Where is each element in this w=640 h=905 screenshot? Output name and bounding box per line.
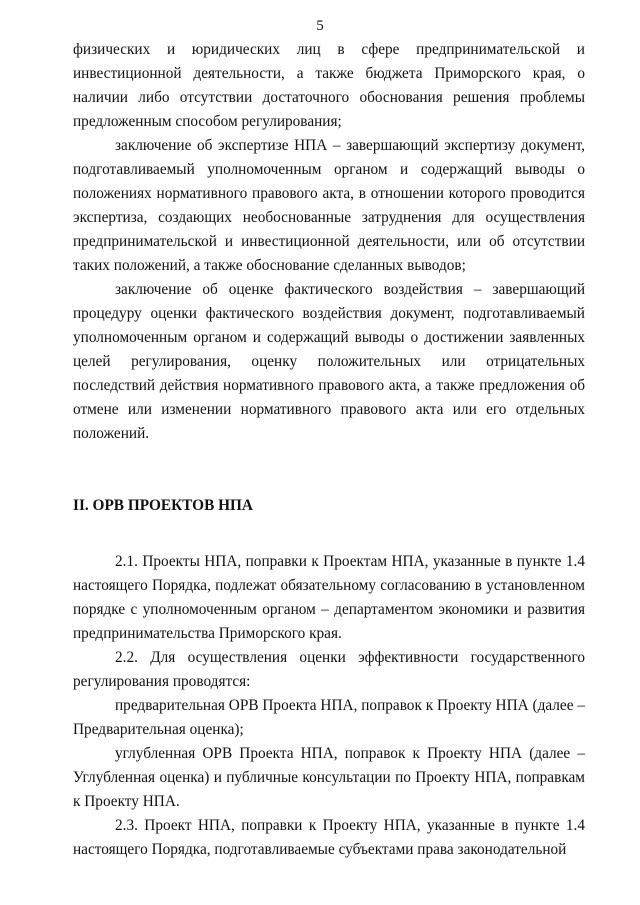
paragraph-2-1: 2.1. Проекты НПА, поправки к Проектам НПА, указанные в пункте 1.4 настоящего Порядка, подлежат обязательному согласованию в установленном порядке с уполномоченным органом – департаментом экономики и развития предпринимательства Приморского края. (73, 553, 585, 642)
paragraph-preliminary-assessment: предварительная ОРВ Проекта НПА, поправок к Проекту НПА (далее – Предварительная оценка); (73, 697, 585, 738)
paragraph-continuation: физических и юридических лиц в сфере предпринимательской и инвестиционной деятельности, а также бюджета Приморского края, о наличии либо отсутствии достаточного обоснования решения проблемы предложенным способом регулирования; (73, 41, 585, 130)
paragraph-2-2: 2.2. Для осуществления оценки эффективности государственного регулирования проводятся: (73, 649, 585, 690)
paragraph-2-3: 2.3. Проект НПА, поправки к Проекту НПА, указанные в пункте 1.4 настоящего Порядка, подготавливаемые субъектами права законодательной (73, 817, 585, 858)
paragraph-impact-conclusion: заключение об оценке фактического воздействия – завершающий процедуру оценки фактического воздействия документ, подготавливаемый уполномоченным органом и содержащий выводы о достижении заявленных целей регулирования, оценку положительных или отрицательных последствий действия нормативного правового акта, а также предложения об отмене или изменении нормативного правового акта или его отдельных положений. (73, 281, 585, 442)
page-number: 5 (316, 18, 324, 34)
document-body (73, 38, 585, 862)
paragraph-expertise-conclusion: заключение об экспертизе НПА – завершающий экспертизу документ, подготавливаемый уполномоченным органом и содержащий выводы о положениях нормативного правового акта, в отношении которого проводится экспертиза, создающих необоснованные затруднения для осуществления предпринимательской и инвестиционной деятельности, или об отсутствии таких положений, а также обоснование сделанных выводов; (73, 137, 585, 274)
section-heading: II. ОРВ ПРОЕКТОВ НПА (73, 497, 253, 514)
paragraph-in-depth-assessment: углубленная ОРВ Проекта НПА, поправок к Проекту НПА (далее – Углубленная оценка) и публичные консультации по Проекту НПА, поправкам к Проекту НПА. (73, 745, 585, 810)
